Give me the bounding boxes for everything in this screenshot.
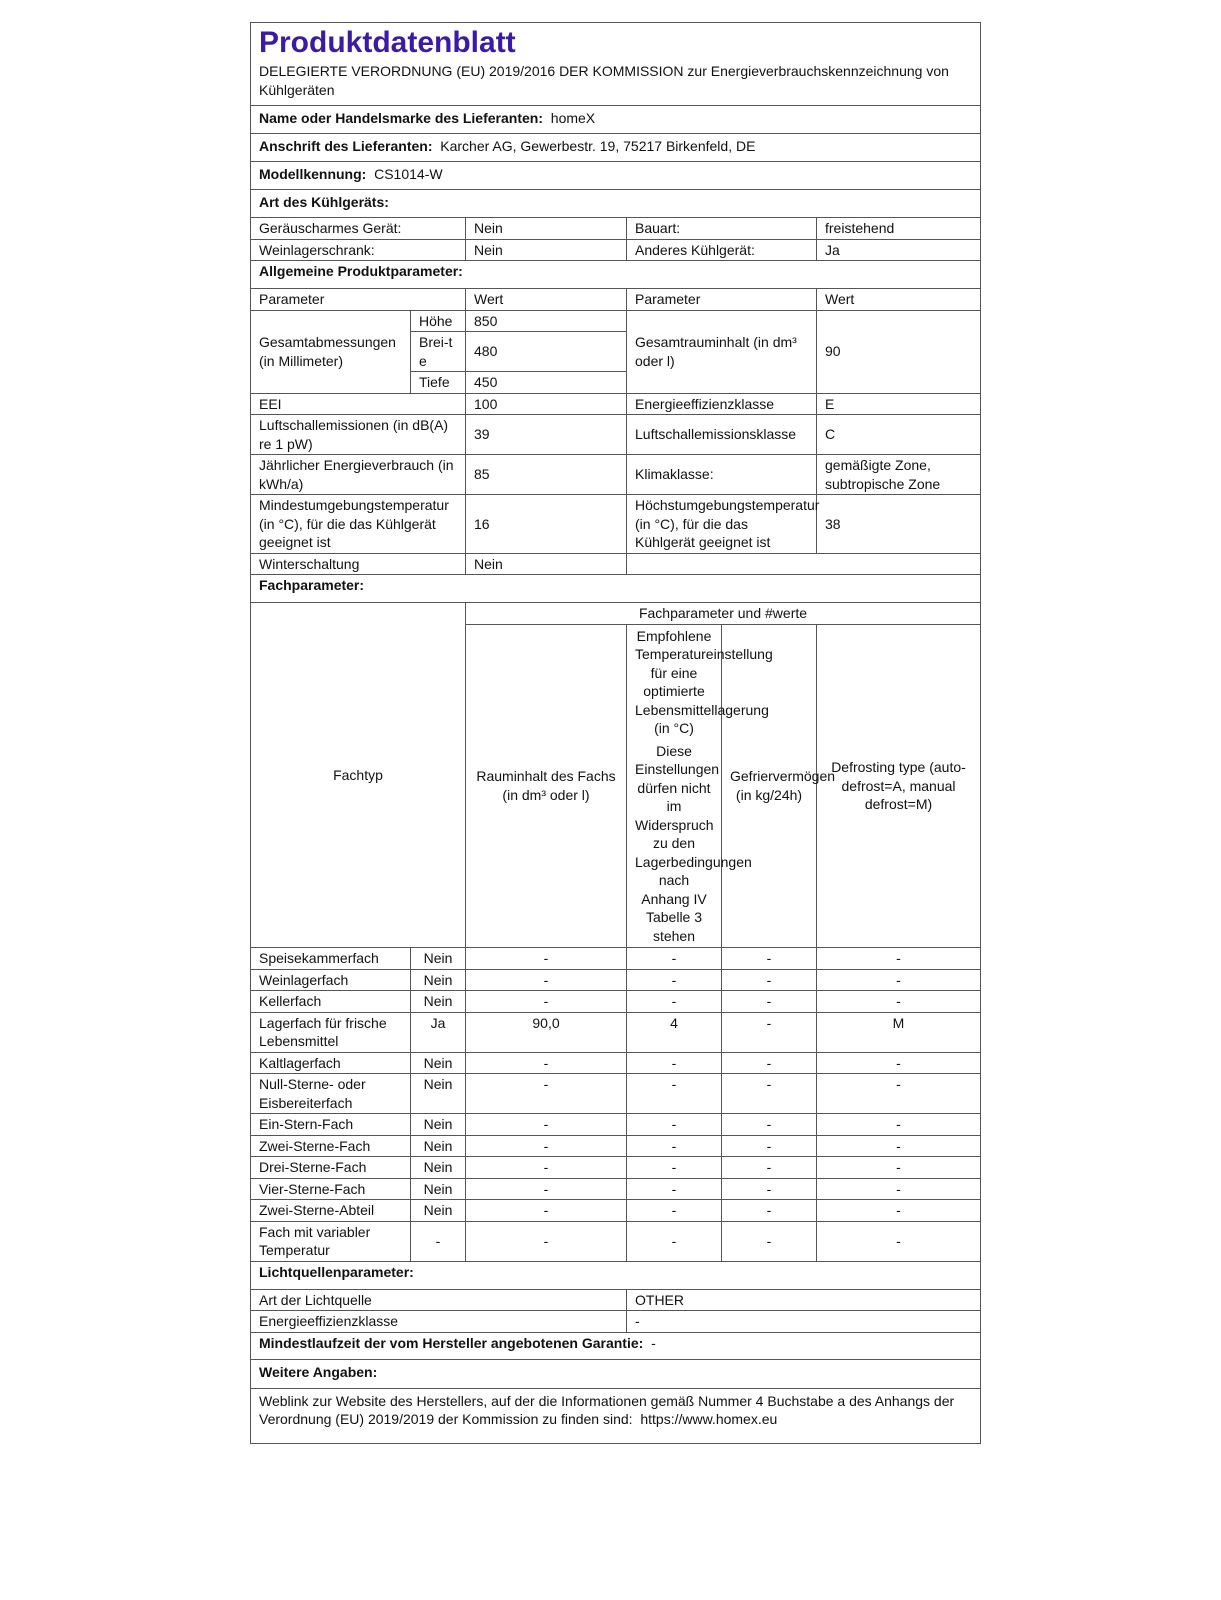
- compartment-rows: [251, 948, 981, 1262]
- noise-class-value: C: [817, 415, 981, 455]
- annual-energy-value: 85: [466, 455, 627, 495]
- general-heading-row: [251, 261, 981, 289]
- column-header-value: Wert: [817, 289, 981, 311]
- dimension-row: [251, 310, 981, 332]
- light-type-row: [251, 1289, 981, 1311]
- noise-label: Luftschallemissionen (in dB(A) re 1 pW): [251, 415, 466, 455]
- compartment-freezing: -: [722, 1157, 817, 1179]
- compartment-defrost: -: [817, 1052, 981, 1074]
- eei-row: [251, 393, 981, 415]
- depth-value: 450: [466, 372, 627, 394]
- noise-value: 39: [466, 415, 627, 455]
- regulation-subtitle: DELEGIERTE VERORDNUNG (EU) 2019/2016 DER KOMMISSION zur Energieverbrauchskennzeichnung von Kühlgeräten: [259, 63, 949, 98]
- compartment-name: Weinlagerfach: [251, 969, 411, 991]
- compartment-temperature: -: [627, 1074, 722, 1114]
- compartment-temperature: -: [627, 991, 722, 1013]
- compartments-heading: Fachparameter:: [251, 575, 981, 603]
- min-temp-value: 16: [466, 495, 627, 554]
- compartment-temperature: -: [627, 948, 722, 970]
- compartment-freezing: -: [722, 1178, 817, 1200]
- compartment-name: Lagerfach für frische Lebensmittel: [251, 1012, 411, 1052]
- compartment-present: Nein: [411, 1178, 466, 1200]
- compartment-temperature: 4: [627, 1012, 722, 1052]
- eei-label: EEI: [251, 393, 466, 415]
- appliance-type-heading-row: [251, 190, 981, 218]
- compartment-temperature: -: [627, 1221, 722, 1261]
- table-row: [251, 1221, 981, 1261]
- temperature-row: [251, 495, 981, 554]
- compartment-defrost: -: [817, 1157, 981, 1179]
- light-heading-row: [251, 1261, 981, 1289]
- supplier-address-label: Anschrift des Lieferanten:: [259, 138, 433, 154]
- compartment-name: Zwei-Sterne-Abteil: [251, 1200, 411, 1222]
- further-text-row: [251, 1388, 981, 1443]
- compartment-volume: -: [466, 1200, 627, 1222]
- appliance-type-heading: Art des Kühlgeräts:: [251, 190, 981, 218]
- compartment-volume: -: [466, 1157, 627, 1179]
- energy-class-value: E: [817, 393, 981, 415]
- warranty-value: -: [651, 1334, 656, 1351]
- compartment-name: Null-Sterne- oder Eisbereiterfach: [251, 1074, 411, 1114]
- table-row: [251, 1135, 981, 1157]
- compartment-freezing: -: [722, 969, 817, 991]
- compartment-freezing: -: [722, 948, 817, 970]
- compartment-freezing: -: [722, 1200, 817, 1222]
- volume-value: 90: [817, 310, 981, 393]
- compartment-name: Speisekammerfach: [251, 948, 411, 970]
- energy-class-label: Energieeffizienzklasse: [627, 393, 817, 415]
- compartment-defrost: -: [817, 1135, 981, 1157]
- data-sheet-table: [250, 22, 981, 1444]
- winter-value: Nein: [466, 553, 627, 575]
- compartment-defrost: -: [817, 1074, 981, 1114]
- compartment-defrost: -: [817, 1178, 981, 1200]
- compartment-present: Nein: [411, 1157, 466, 1179]
- page-title: Produktdatenblatt: [259, 26, 516, 59]
- column-header-defrost: Defrosting type (auto-defrost=A, manual defrost=M): [817, 624, 981, 948]
- compartment-defrost: -: [817, 1114, 981, 1136]
- model-value: CS1014-W: [374, 166, 443, 182]
- compartment-name: Zwei-Sterne-Fach: [251, 1135, 411, 1157]
- appliance-type-row: [251, 218, 981, 240]
- compartment-volume: -: [466, 1074, 627, 1114]
- height-label: Höhe: [411, 310, 466, 332]
- column-header-parameter: Parameter: [627, 289, 817, 311]
- compartment-defrost: -: [817, 948, 981, 970]
- compartment-volume: -: [466, 1052, 627, 1074]
- supplier-name-label: Name oder Handelsmarke des Lieferanten:: [259, 110, 543, 126]
- table-row: [251, 948, 981, 970]
- compartment-freezing: -: [722, 1052, 817, 1074]
- noise-class-label: Luftschallemissionsklasse: [627, 415, 817, 455]
- supplier-name-row: [251, 106, 981, 134]
- climate-class-value: gemäßigte Zone, subtropische Zone: [817, 455, 981, 495]
- compartment-temperature: -: [627, 1157, 722, 1179]
- compartments-group-header: Fachparameter und #werte: [466, 603, 981, 625]
- height-value: 850: [466, 310, 627, 332]
- annual-energy-label: Jährlicher Energieverbrauch (in kWh/a): [251, 455, 466, 495]
- compartment-name: Ein-Stern-Fach: [251, 1114, 411, 1136]
- wine-cabinet-value: Nein: [466, 239, 627, 261]
- light-type-value: OTHER: [627, 1289, 981, 1311]
- column-header-parameter: Parameter: [251, 289, 466, 311]
- compartment-volume: 90,0: [466, 1012, 627, 1052]
- supplier-name-value: homeX: [550, 110, 596, 126]
- compartment-name: Vier-Sterne-Fach: [251, 1178, 411, 1200]
- noise-row: [251, 415, 981, 455]
- compartment-volume: -: [466, 948, 627, 970]
- general-column-header-row: [251, 289, 981, 311]
- light-class-value: -: [627, 1311, 981, 1333]
- compartment-name: Fach mit variabler Temperatur: [251, 1221, 411, 1261]
- model-row: [251, 162, 981, 190]
- manufacturer-weblink[interactable]: https://www.homex.eu: [640, 1411, 778, 1427]
- winter-label: Winterschaltung: [251, 553, 466, 575]
- energy-row: [251, 455, 981, 495]
- compartment-volume: -: [466, 969, 627, 991]
- max-temp-label: Höchstumgebungstemperatur (in °C), für die das Kühlgerät geeignet ist: [627, 495, 817, 554]
- compartment-present: Nein: [411, 1135, 466, 1157]
- light-class-label: Energieeffizienzklasse: [251, 1311, 627, 1333]
- warranty-label: Mindestlaufzeit der vom Hersteller angebotenen Garantie:: [259, 1334, 644, 1351]
- compartment-defrost: -: [817, 1221, 981, 1261]
- compartment-volume: -: [466, 1135, 627, 1157]
- table-row: [251, 1157, 981, 1179]
- compartment-temperature: -: [627, 969, 722, 991]
- table-row: [251, 1178, 981, 1200]
- low-noise-value: Nein: [466, 218, 627, 240]
- column-header-freezing: Gefriervermögen (in kg/24h): [722, 624, 817, 948]
- warranty-row: [251, 1332, 981, 1359]
- compartment-temperature: -: [627, 1052, 722, 1074]
- supplier-address-value: Karcher AG, Gewerbestr. 19, 75217 Birkenfeld, DE: [440, 138, 756, 154]
- climate-class-label: Klimaklasse:: [627, 455, 817, 495]
- design-value: freistehend: [817, 218, 981, 240]
- compartment-freezing: -: [722, 1114, 817, 1136]
- compartment-name: Kaltlagerfach: [251, 1052, 411, 1074]
- table-row: [251, 991, 981, 1013]
- low-noise-label: Geräuscharmes Gerät:: [251, 218, 466, 240]
- compartment-volume: -: [466, 1221, 627, 1261]
- table-row: [251, 1012, 981, 1052]
- compartment-volume: -: [466, 991, 627, 1013]
- other-appliance-value: Ja: [817, 239, 981, 261]
- column-header-temperature-note: Diese Einstellungen dürfen nicht im Widerspruch zu den Lagerbedingungen nach Anhang IV Tabelle 3 stehen: [635, 742, 752, 944]
- title-row: [251, 23, 981, 106]
- compartment-defrost: -: [817, 1200, 981, 1222]
- table-row: [251, 1074, 981, 1114]
- supplier-address-row: [251, 134, 981, 162]
- compartment-freezing: -: [722, 1135, 817, 1157]
- compartment-name: Drei-Sterne-Fach: [251, 1157, 411, 1179]
- compartments-heading-row: [251, 575, 981, 603]
- compartment-temperature: -: [627, 1135, 722, 1157]
- compartment-present: Nein: [411, 991, 466, 1013]
- compartment-temperature: -: [627, 1200, 722, 1222]
- appliance-type-row: [251, 239, 981, 261]
- further-text: Weblink zur Website des Herstellers, auf der die Informationen gemäß Nummer 4 Buchstabe a des Anhangs der Verordnung (EU) 2019/2019 der Kommission zu finden sind:: [259, 1392, 955, 1427]
- light-heading: Lichtquellenparameter:: [251, 1261, 981, 1289]
- column-header-value: Wert: [466, 289, 627, 311]
- other-appliance-label: Anderes Kühlgerät:: [627, 239, 817, 261]
- light-type-label: Art der Lichtquelle: [251, 1289, 627, 1311]
- compartment-present: Nein: [411, 1200, 466, 1222]
- compartment-defrost: M: [817, 1012, 981, 1052]
- compartment-present: Nein: [411, 1052, 466, 1074]
- compartment-present: Nein: [411, 969, 466, 991]
- table-row: [251, 1200, 981, 1222]
- eei-value: 100: [466, 393, 627, 415]
- design-label: Bauart:: [627, 218, 817, 240]
- general-heading: Allgemeine Produktparameter:: [251, 261, 981, 289]
- compartments-group-row: [251, 603, 981, 625]
- compartment-volume: -: [466, 1178, 627, 1200]
- compartment-present: -: [411, 1221, 466, 1261]
- table-row: [251, 1052, 981, 1074]
- compartment-present: Nein: [411, 948, 466, 970]
- min-temp-label: Mindestumgebungstemperatur (in °C), für die das Kühlgerät geeignet ist: [251, 495, 466, 554]
- compartment-freezing: -: [722, 1074, 817, 1114]
- compartment-name: Kellerfach: [251, 991, 411, 1013]
- table-row: [251, 969, 981, 991]
- max-temp-value: 38: [817, 495, 981, 554]
- product-data-sheet: [250, 22, 980, 1444]
- column-header-compartment-type: Fachtyp: [251, 603, 466, 948]
- width-label: Brei-te: [411, 332, 466, 372]
- compartment-defrost: -: [817, 969, 981, 991]
- light-class-row: [251, 1311, 981, 1333]
- width-value: 480: [466, 332, 627, 372]
- wine-cabinet-label: Weinlagerschrank:: [251, 239, 466, 261]
- compartment-temperature: -: [627, 1178, 722, 1200]
- column-header-temperature: Empfohlene Temperatureinstellung für eine optimierte Lebensmittellagerung (in °C): [635, 627, 773, 736]
- further-heading: Weitere Angaben:: [251, 1359, 981, 1388]
- compartment-present: Nein: [411, 1074, 466, 1114]
- compartment-freezing: -: [722, 1221, 817, 1261]
- compartment-defrost: -: [817, 991, 981, 1013]
- model-label: Modellkennung:: [259, 166, 367, 182]
- further-heading-row: [251, 1359, 981, 1388]
- dimensions-label: Gesamtabmessungen (in Millimeter): [251, 310, 411, 393]
- compartment-volume: -: [466, 1114, 627, 1136]
- compartment-present: Nein: [411, 1114, 466, 1136]
- column-header-volume: Rauminhalt des Fachs (in dm³ oder l): [466, 624, 627, 948]
- table-row: [251, 1114, 981, 1136]
- volume-label: Gesamtrauminhalt (in dm³ oder l): [627, 310, 817, 393]
- winter-row: [251, 553, 981, 575]
- compartment-present: Ja: [411, 1012, 466, 1052]
- compartment-freezing: -: [722, 1012, 817, 1052]
- compartment-temperature: -: [627, 1114, 722, 1136]
- depth-label: Tiefe: [411, 372, 466, 394]
- compartment-freezing: -: [722, 991, 817, 1013]
